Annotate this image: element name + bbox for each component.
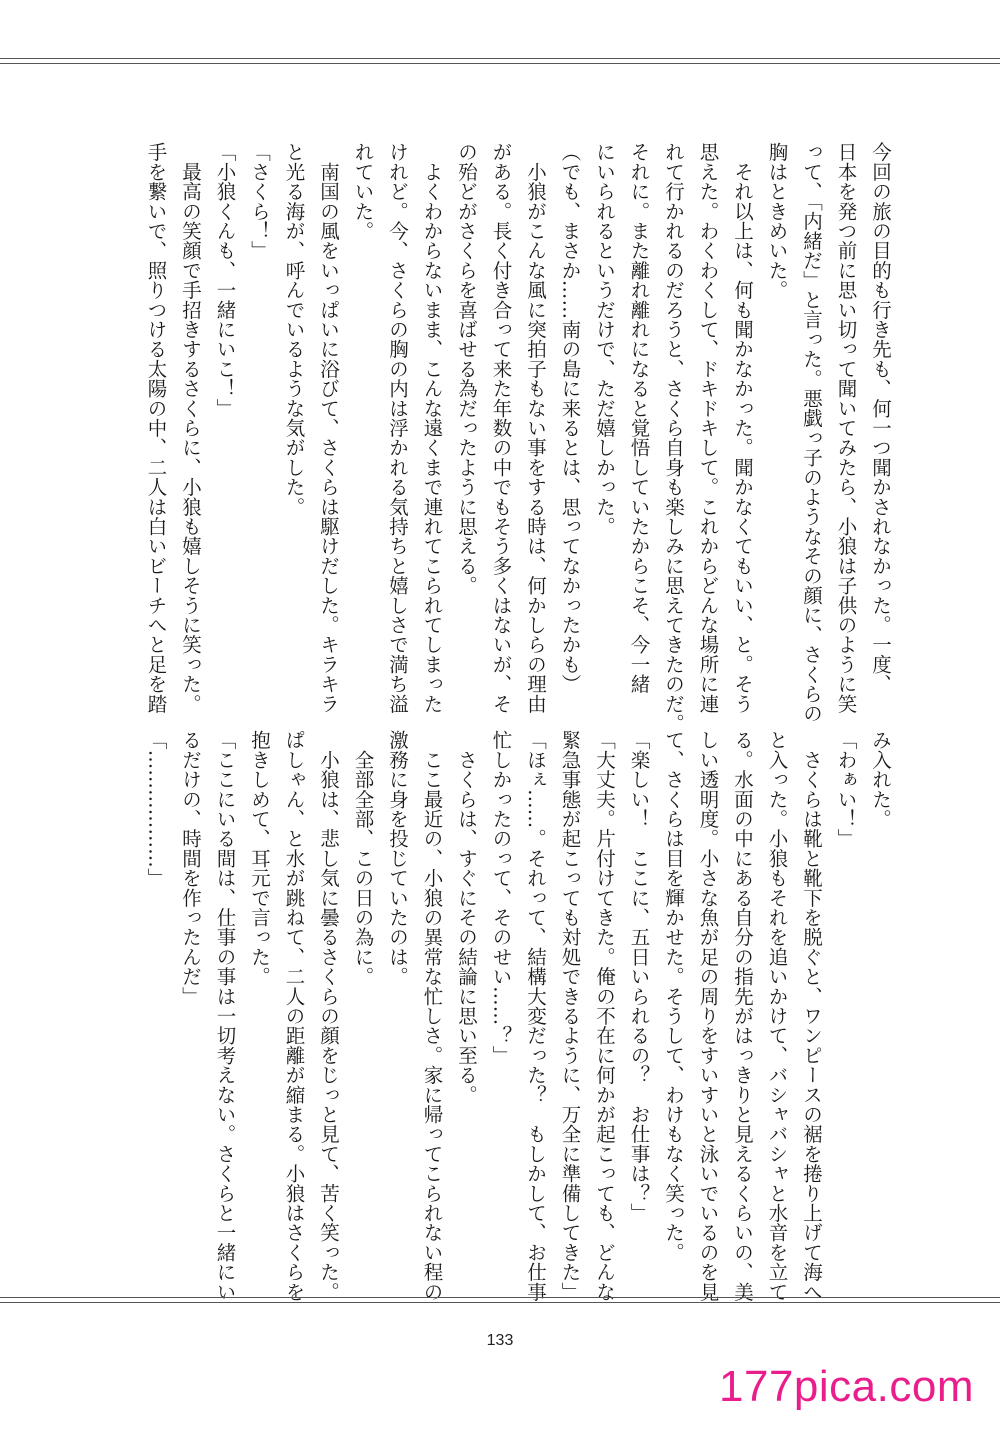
text-line: 「大丈夫。片付けてきた。俺の不在に何かが起こっても、どんな	[593, 730, 616, 1302]
text-line: 思えた。わくわくして、ドキドキして。これからどんな場所に連	[696, 142, 720, 714]
text-line: にいられるというだけで、ただ嬉しかった。	[593, 142, 616, 536]
text-line: 今回の旅の目的も行き先も、何一つ聞かされなかった。一度、	[869, 142, 892, 694]
text-line: （でも、まさか……南の島に来るとは、思ってなかったかも）	[558, 142, 582, 694]
text-line: れて行かれるのだろうと、さくら自身も楽しみに思えてきたのだ。	[662, 142, 685, 733]
text-line: 「楽しい！ ここに、五日いられるの？ お仕事は？」	[627, 730, 651, 1223]
text-line: 「ここにいる間は、仕事の事は一切考えない。さくらと一緒にい	[213, 730, 237, 1302]
text-line: る。水面の中にある自分の指先がはっきりと見えるくらいの、美	[731, 730, 754, 1302]
text-line: けれど。今、さくらの胸の内は浮かれる気持ちと嬉しさで満ち溢	[386, 142, 409, 714]
text-line: 「さくら！」	[248, 142, 271, 261]
text-line: 緊急事態が起こっても対処できるように、万全に準備してきた」	[558, 730, 582, 1302]
text-line: 「小狼くんも、一緒にいこ！」	[213, 142, 237, 418]
text-line: 最高の笑顔で手招きするさくらに、小狼も嬉しそうに笑った。	[179, 142, 202, 714]
site-watermark: 177pica.com	[719, 1362, 974, 1411]
text-line: 全部全部、この日の為に。	[351, 730, 375, 987]
text-line: 「………………」	[144, 730, 168, 888]
text-line: って、「内緒だ」と言った。悪戯っ子のようなその顔に、さくらの	[800, 142, 823, 724]
text-line: しい透明度。小さな魚が足の周りをすいすいと泳いでいるのを見	[696, 730, 720, 1302]
text-line: と入った。小狼もそれを追いかけて、バシャバシャと水音を立て	[765, 730, 789, 1302]
top-rule-inner	[0, 63, 1000, 64]
text-block-upper	[137, 142, 897, 733]
text-line: 忙しかったのって、そのせい……？」	[489, 730, 513, 1065]
text-line: て、さくらは目を輝かせた。そうして、わけもなく笑った。	[662, 730, 685, 1262]
text-line: さくらは靴と靴下を脱ぐと、ワンピースの裾を捲り上げて海へ	[800, 730, 823, 1302]
text-line: 手を繋いで、照りつける太陽の中、二人は白いビーチへと足を踏	[144, 142, 168, 714]
text-line: 小狼は、悲し気に曇るさくらの顔をじっと見て、苦く笑った。	[317, 730, 340, 1302]
text-line: さくらは、すぐにその結論に思い至る。	[455, 730, 478, 1105]
text-line: 南国の風をいっぱいに浴びて、さくらは駆けだした。キラキラ	[317, 142, 340, 714]
text-line: よくわからないまま、こんな遠くまで連れてこられてしまった	[420, 142, 444, 714]
text-line: 小狼がこんな風に突拍子もない事をする時は、何かしらの理由	[524, 142, 547, 714]
text-block-lower	[137, 730, 897, 1302]
text-line: み入れた。	[869, 730, 892, 829]
text-line: 抱きしめて、耳元で言った。	[248, 730, 271, 987]
text-line: れていた。	[351, 142, 375, 241]
text-line: 胸はときめいた。	[765, 142, 789, 300]
text-line: るだけの、時間を作ったんだ」	[179, 730, 202, 1006]
text-line: 日本を発つ前に思い切って聞いてみたら、小狼は子供のように笑	[834, 142, 858, 714]
text-line: 激務に身を投じていたのは。	[386, 730, 409, 987]
top-rule-outer	[0, 58, 1000, 59]
text-line: 「わぁい！」	[834, 730, 858, 849]
text-line: ここ最近の、小狼の異常な忙しさ。家に帰ってこられない程の	[420, 730, 444, 1302]
text-line: それ以上は、何も聞かなかった。聞かなくてもいい、と。そう	[731, 142, 754, 714]
bottom-rule-inner	[0, 1302, 1000, 1303]
text-line: それに。また離れ離れになると覚悟していたからこそ、今一緒	[627, 142, 651, 694]
text-line: ぱしゃん、と水が跳ねて、二人の距離が縮まる。小狼はさくらを	[282, 730, 306, 1302]
text-line: と光る海が、呼んでいるような気がした。	[282, 142, 306, 517]
text-line: の殆どがさくらを喜ばせる為だったように思える。	[455, 142, 478, 596]
page-number: 133	[486, 1332, 514, 1349]
bottom-rule-outer	[0, 1297, 1000, 1298]
text-line: 「ほぇ……。それって、結構大変だった？ もしかして、お仕事	[524, 730, 547, 1302]
text-line: がある。長く付き合って来た年数の中でもそう多くはないが、そ	[489, 142, 513, 714]
